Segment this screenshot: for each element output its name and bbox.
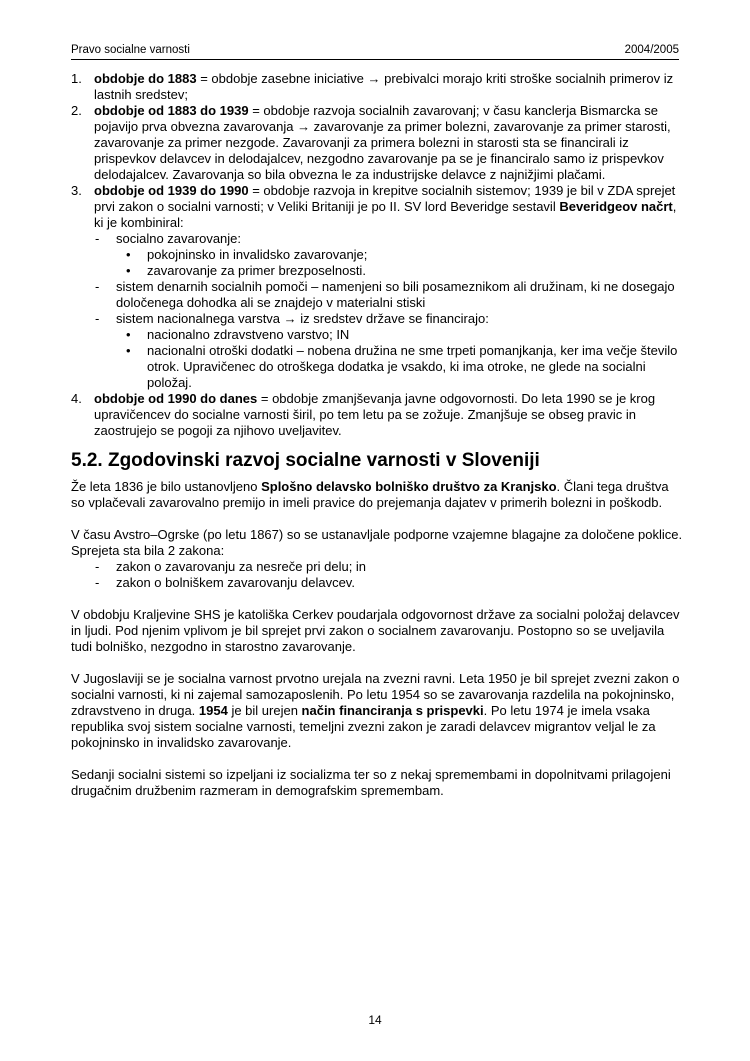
period-text: = obdobje razvoja in krepitve socialnih sistemov; 1939 je bil v ZDA sprejet prvi zakon o socialni varnosti; v Veliki Britaniji je po II. SV lord Beveridge sestavil [94,183,676,214]
page-content [71,71,684,799]
dash-marker: - [95,575,100,590]
bullet-text: zavarovanje za primer brezposelnosti. [147,263,366,278]
header-course-title: Pravo socialne varnosti [71,44,190,56]
bullet-icon: • [126,327,131,342]
period-number: 2. [71,103,82,118]
period-text: = obdobje zmanjševanja javne odgovornosti. Do leta 1990 se je krog upravičencev do socialne varnosti širil, po tem letu pa se zožuje. Zmanjšuje se obseg pravic in zaostrujejo se pogoji za njihovo uveljavitev. [94,391,656,438]
paragraph-kingdom-shs: V obdobju Kraljevine SHS je katoliška Cerkev poudarjala odgovornost države za socialni položaj delavcev in ljudi. Pod njenim vplivom je bil sprejet prvi zakon o socialnem zavarovanju. Postopno so se uveljavila tudi bolniško, nezgodno in starostno zavarovanje. [71,607,680,654]
paragraph-austria-hungary [71,527,684,591]
bullet-text: nacionalni otroški dodatki – nobena družina ne sme trpeti pomanjkanja, ker ima večje število otrok. Upravičenec do otroškega dodatka je vsakdo, ki ima otroke, ne glede na socialni položaj. [147,343,678,390]
period-title: obdobje do 1883 [94,71,197,86]
sub-item [71,311,684,327]
law-text: zakon o zavarovanju za nesreče pri delu; in [116,559,367,574]
period-title: obdobje od 1990 do danes [94,391,258,406]
period-item-3 [71,183,684,231]
period-text: = obdobje razvoja socialnih zavarovanj; v času kanclerja Bismarcka se pojavijo prva obvezna zavarovanja → zavarovanje za primer bolezni, zavarovanje za primer starosti, zavarovanje za primer nezgode. Zavarovanji za primera bolezni in starosti sta se financirali iz prispevkov delavcev in delodajalcev, nezgodno zavarovanje pa se je financiralo samo iz prispevkov delodajalcev. Zavarovanja so bila obvezna le za industrijske delavce z najnižjimi plačami. [94,103,671,182]
law-text: zakon o bolniškem zavarovanju delavcev. [116,575,355,590]
bullet-icon: • [126,343,131,358]
page-header [71,44,679,60]
sub-item [71,231,684,247]
paragraph-yugoslavia: V Jugoslaviji se je socialna varnost prvotno urejala na zvezni ravni. Leta 1950 je bil sprejet zvezni zakon o socialni varnosti, ki ni zajemal samozaposlenih. Po letu 1954 so se zavarovanja razdelila na pokojninsko, zdravstveno in druga. 1954 je bil urejen način financiranja s prispevki. Po letu 1974 je imela vsaka republika svoj sistem socialne varnosti, temeljni zvezni zakon je zaradi delavcev migrantov veljal le za pokojninsko in invalidsko zavarovanje. [71,671,680,750]
bullet-text: nacionalno zdravstveno varstvo; IN [147,327,350,342]
dash-marker: - [95,311,100,326]
bullet-icon: • [126,247,131,262]
period-title: obdobje od 1939 do 1990 [94,183,249,198]
period-text-continued: , ki je kombiniral: [94,199,677,230]
year-1954: 1954 [198,703,228,718]
dash-marker: - [95,231,100,246]
bullet-item [71,263,684,279]
page-number: 14 [368,1013,382,1027]
sub-item [71,279,684,311]
period-title: obdobje od 1883 do 1939 [94,103,249,118]
section-heading: 5.2. Zgodovinski razvoj socialne varnosti v Sloveniji [71,450,540,471]
paragraph-text: V času Avstro–Ogrske (po letu 1867) so se ustanavljale podporne vzajemne blagajne za določene poklice. Sprejeta sta bila 2 zakona: [71,527,683,558]
period-item-1 [71,71,684,103]
dash-marker: - [95,559,100,574]
financing-method: način financiranja s prispevki [301,703,484,718]
period-number: 4. [71,391,82,406]
period-item-2 [71,103,684,183]
law-item [71,575,684,591]
law-item [71,559,684,575]
sub-item-text: socialno zavarovanje: [116,231,242,246]
bullet-item [71,327,684,343]
period-number: 1. [71,71,82,86]
society-name: Splošno delavsko bolniško društvo za Kranjsko [261,479,557,494]
dash-marker: - [95,279,100,294]
period-item-4 [71,391,684,439]
paragraph-current-systems: Sedanji socialni sistemi so izpeljani iz socializma ter so z nekaj spremembami in dopolnitvami prilagojeni drugačnim družbenim razmeram in demografskim spremembam. [71,767,671,798]
bullet-item [71,343,684,391]
period-number: 3. [71,183,82,198]
beveridge-plan: Beveridgeov načrt [559,199,673,214]
paragraph-1836: Že leta 1836 je bilo ustanovljeno Splošno delavsko bolniško društvo za Kranjsko. Člani tega društva so vplačevali zavarovalno premijo in imeli pravice do prejemanja dajatev v primerih bolezni in poškodb. [71,479,669,510]
bullet-text: pokojninsko in invalidsko zavarovanje; [147,247,368,262]
sub-item-text: sistem nacionalnega varstva → iz sredstev države se financirajo: [116,311,489,326]
header-academic-year: 2004/2005 [624,44,679,56]
bullet-icon: • [126,263,131,278]
period-text: = obdobje zasebne iniciative → prebivalci morajo kriti stroške socialnih primerov iz lastnih sredstev; [94,71,674,102]
bullet-item [71,247,684,263]
sub-item-text: sistem denarnih socialnih pomoči – namenjeni so bili posameznikom ali družinam, ki ne dosegajo določenega dohodka ali se znajdejo v materialni stiski [116,279,675,310]
